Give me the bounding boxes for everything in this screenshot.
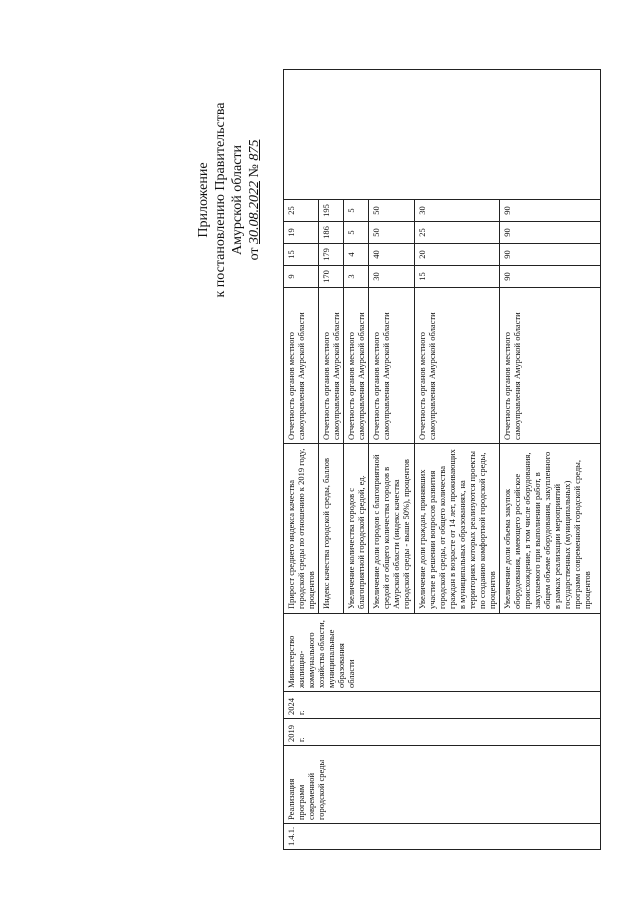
indicator-name-cell: Увеличение доли граждан, принявших участие в решении вопросов развития городской среды, от общего количества граждан в возрасте от 14 лет, проживающих в муниципальных образованиях, на территориях которых реализуются проекты по созданию комфортной городской среды, процентов: [414, 444, 499, 614]
appendix-date-line: [246, 70, 263, 330]
indicator-name-cell: Увеличение доли объема закупок оборудования, имеющего российское происхождение, в том числе оборудования, закупаемого при выполнении работ, в общем объеме оборудования, закупленного в рамках реализации мероприятий государственных (муниципальных) программ современной городской среды, процентов: [500, 444, 601, 614]
value-cell: 25: [284, 200, 319, 222]
appendix-header: [195, 70, 263, 330]
appendix-title: Приложение: [196, 162, 211, 238]
value-cell: 30: [369, 266, 414, 288]
value-cell: 30: [414, 200, 499, 222]
executor-cell: Министерство жилищно-коммунального хозяйства области, муниципальные образования области: [284, 614, 601, 692]
value-cell: 90: [500, 244, 601, 266]
indicator-name-cell: Индекс качества городской среды, баллов: [319, 444, 344, 614]
appendix-reference: к постановлению Правительства: [213, 102, 228, 298]
table-row: [284, 70, 319, 850]
end-year-cell: 2024 г.: [284, 692, 601, 719]
date-prefix: от: [247, 247, 262, 261]
indicator-name-cell: Прирост среднего индекса качества городской среды по отношению к 2019 году, процентов: [284, 444, 319, 614]
value-cell: 90: [500, 222, 601, 244]
value-cell: 15: [284, 244, 319, 266]
indicator-name-cell: Увеличение доли городов с благоприятной средой от общего количества городов в Амурской области (индекс качества городской среды - выше 50%), процентов: [369, 444, 414, 614]
indicator-source-cell: Отчетность органов местного самоуправления Амурской области: [500, 288, 601, 444]
value-cell: 20: [414, 244, 499, 266]
value-cell: 25: [414, 222, 499, 244]
indicator-source-cell: Отчетность органов местного самоуправления Амурской области: [414, 288, 499, 444]
value-cell: 179: [319, 244, 344, 266]
number-prefix: №: [247, 164, 262, 178]
value-cell: 90: [500, 200, 601, 222]
indicator-source-cell: Отчетность органов местного самоуправления Амурской области: [319, 288, 344, 444]
value-cell: 5: [344, 200, 369, 222]
measures-table: [283, 69, 601, 850]
date-value: 30.08.2022: [247, 180, 262, 244]
value-cell: 195: [319, 200, 344, 222]
value-cell: 90: [500, 266, 601, 288]
value-cell: 50: [369, 200, 414, 222]
value-cell: 9: [284, 266, 319, 288]
row-number-cell: 1.4.1.: [284, 824, 601, 850]
value-cell: 19: [284, 222, 319, 244]
appendix-region: Амурской области: [230, 144, 245, 256]
rotated-sheet: [195, 70, 605, 850]
value-cell: 40: [369, 244, 414, 266]
empty-cell: [284, 70, 601, 200]
value-cell: 186: [319, 222, 344, 244]
indicator-source-cell: Отчетность органов местного самоуправления Амурской области: [369, 288, 414, 444]
indicator-source-cell: Отчетность органов местного самоуправления Амурской области: [284, 288, 319, 444]
value-cell: 15: [414, 266, 499, 288]
indicator-name-cell: Увеличение количества городов с благоприятной городской средой, ед.: [344, 444, 369, 614]
start-year-cell: 2019 г.: [284, 719, 601, 746]
number-value: 875: [247, 139, 262, 161]
value-cell: 170: [319, 266, 344, 288]
indicator-source-cell: Отчетность органов местного самоуправления Амурской области: [344, 288, 369, 444]
measure-cell: Реализация программ современной городской среды: [284, 746, 601, 824]
value-cell: 5: [344, 222, 369, 244]
value-cell: 4: [344, 244, 369, 266]
value-cell: 50: [369, 222, 414, 244]
value-cell: 3: [344, 266, 369, 288]
